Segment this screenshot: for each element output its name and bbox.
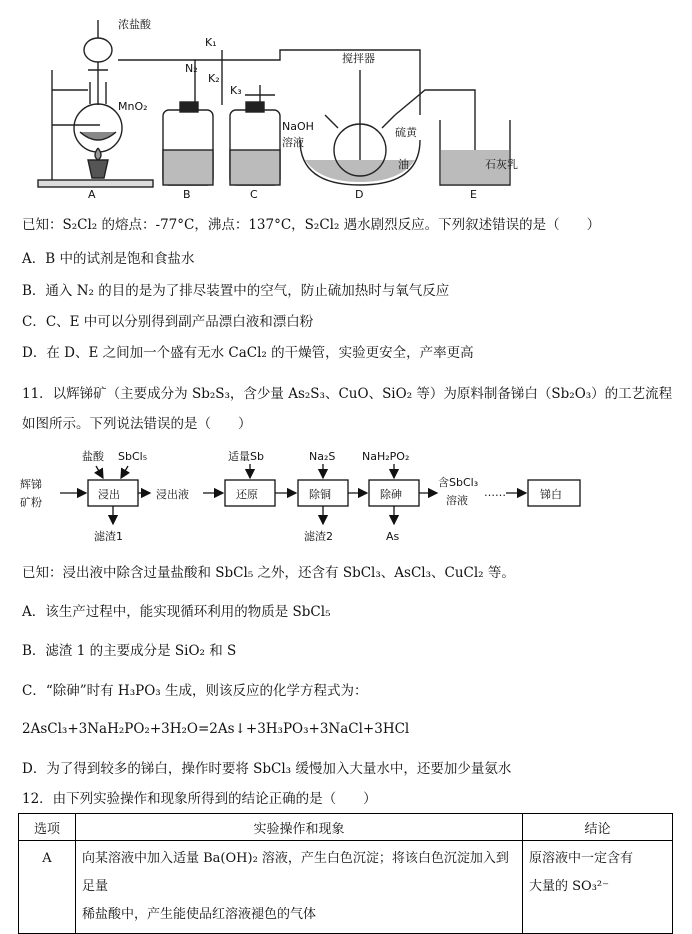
row-a-operation xyxy=(76,841,523,934)
q11-stem-line2: 如图所示。下列说法错误的是（ ） xyxy=(22,416,252,432)
flow-output-line2: 溶液 xyxy=(446,494,468,507)
label-c: C xyxy=(250,188,258,200)
label-d: D xyxy=(355,188,364,200)
label-stirrer: 搅拌器 xyxy=(342,52,375,65)
flow-step-dearsenic: 除砷 xyxy=(380,488,402,501)
row-a-operation-line1: 向某溶液中加入适量 Ba(OH)₂ 溶液，产生白色沉淀；将该白色沉淀加入到足量 xyxy=(82,851,509,894)
flow-output-line1: 含SbCl₃ xyxy=(438,476,479,489)
q11-option-c: C．“除砷”时有 H₃PO₃ 生成，则该反应的化学方程式为： xyxy=(22,683,368,699)
flow-feed-line2: 矿粉 xyxy=(20,496,42,509)
label-naoh: NaOH xyxy=(282,120,314,133)
q11-known: 已知：浸出液中除含过量盐酸和 SbCl₅ 之外，还含有 SbCl₃、AsCl₃、CuCl₂ 等。 xyxy=(22,565,515,581)
header-conclusion: 结论 xyxy=(523,814,673,841)
row-a-option: A xyxy=(19,841,76,934)
flow-product: 锑白 xyxy=(540,488,562,501)
label-hcl: 浓盐酸 xyxy=(118,18,151,31)
label-sulfur: 硫黄 xyxy=(395,126,417,139)
flow-input-sbcl5: SbCl₅ xyxy=(118,450,148,463)
flow-leachate: 浸出液 xyxy=(156,488,189,501)
row-a-conclusion xyxy=(523,841,673,934)
q12-stem: 12．由下列实验操作和现象所得到的结论正确的是（ ） xyxy=(22,791,377,807)
label-oil: 油 xyxy=(398,158,409,171)
label-lime-milk: 石灰乳 xyxy=(485,158,518,171)
flow-arsenic: As xyxy=(386,530,400,543)
round-flask xyxy=(74,104,122,152)
header-option: 选项 xyxy=(19,814,76,841)
q11-option-b: B．滤渣 1 的主要成分是 SiO₂ 和 S xyxy=(22,643,237,659)
stand-base xyxy=(38,180,153,187)
process-flow-diagram xyxy=(18,442,618,552)
flow-step-leach: 浸出 xyxy=(98,488,120,501)
label-k2: K₂ xyxy=(208,72,220,85)
label-k1: K₁ xyxy=(205,36,217,49)
q10-option-a: A．B 中的试剂是饱和食盐水 xyxy=(22,251,195,267)
q11-stem-line1: 11．以辉锑矿（主要成分为 Sb₂S₃，含少量 As₂S₃、CuO、SiO₂ 等）为原料制备锑白（Sb₂O₃）的工艺流程 xyxy=(22,386,673,402)
flow-input-hcl: 盐酸 xyxy=(82,450,104,463)
label-k3: K₃ xyxy=(230,84,242,97)
q12-table xyxy=(18,813,673,934)
row-a-operation-line2: 稀盐酸中，产生能使品红溶液褪色的气体 xyxy=(82,907,317,922)
q10-option-d: D．在 D、E 之间加一个盛有无水 CaCl₂ 的干燥管，实验更安全，产率更高 xyxy=(22,345,474,361)
separatory-funnel xyxy=(84,38,112,62)
flow-dots: …… xyxy=(484,486,506,499)
row-a-conclusion-line1: 原溶液中一定含有 xyxy=(529,851,634,866)
flow-input-sb: 适量Sb xyxy=(228,450,264,463)
table-row xyxy=(19,841,673,934)
q10-option-b: B．通入 N₂ 的目的是为了排尽装置中的空气，防止硫加热时与氧气反应 xyxy=(22,283,450,299)
flow-step-reduce: 还原 xyxy=(236,488,258,501)
flow-input-na2s: Na₂S xyxy=(309,450,336,463)
flow-feed-line1: 辉锑 xyxy=(20,478,42,491)
flow-residue2: 滤渣2 xyxy=(304,530,333,543)
burner xyxy=(88,160,108,178)
q10-option-c: C．C、E 中可以分别得到副产品漂白液和漂白粉 xyxy=(22,314,314,330)
q11-option-a: A．该生产过程中，能实现循环利用的物质是 SbCl₅ xyxy=(22,604,331,620)
q11-equation: 2AsCl₃+3NaH₂PO₂+3H₂O=2As↓+3H₃PO₃+3NaCl+3HCl xyxy=(22,721,410,737)
q10-known: 已知：S₂Cl₂ 的熔点：-77°C，沸点：137°C，S₂Cl₂ 遇水剧烈反应。下列叙述错误的是（ ） xyxy=(22,217,601,233)
apparatus-diagram xyxy=(30,10,590,200)
flow-step-decopper: 除铜 xyxy=(309,488,331,501)
label-mno2: MnO₂ xyxy=(118,100,148,113)
header-operation: 实验操作和现象 xyxy=(76,814,523,841)
row-a-conclusion-line2: 大量的 SO₃²⁻ xyxy=(529,879,609,894)
label-b: B xyxy=(183,188,191,200)
table-header-row xyxy=(19,814,673,841)
label-e: E xyxy=(470,188,477,200)
label-n2: N₂ xyxy=(185,62,198,75)
label-naoh-solution: 溶液 xyxy=(282,136,304,149)
flow-residue1: 滤渣1 xyxy=(94,530,123,543)
flow-input-nah2po2: NaH₂PO₂ xyxy=(362,450,410,463)
q11-option-d: D．为了得到较多的锑白，操作时要将 SbCl₃ 缓慢加入大量水中，还要加少量氨水 xyxy=(22,761,512,777)
label-a: A xyxy=(88,188,96,200)
